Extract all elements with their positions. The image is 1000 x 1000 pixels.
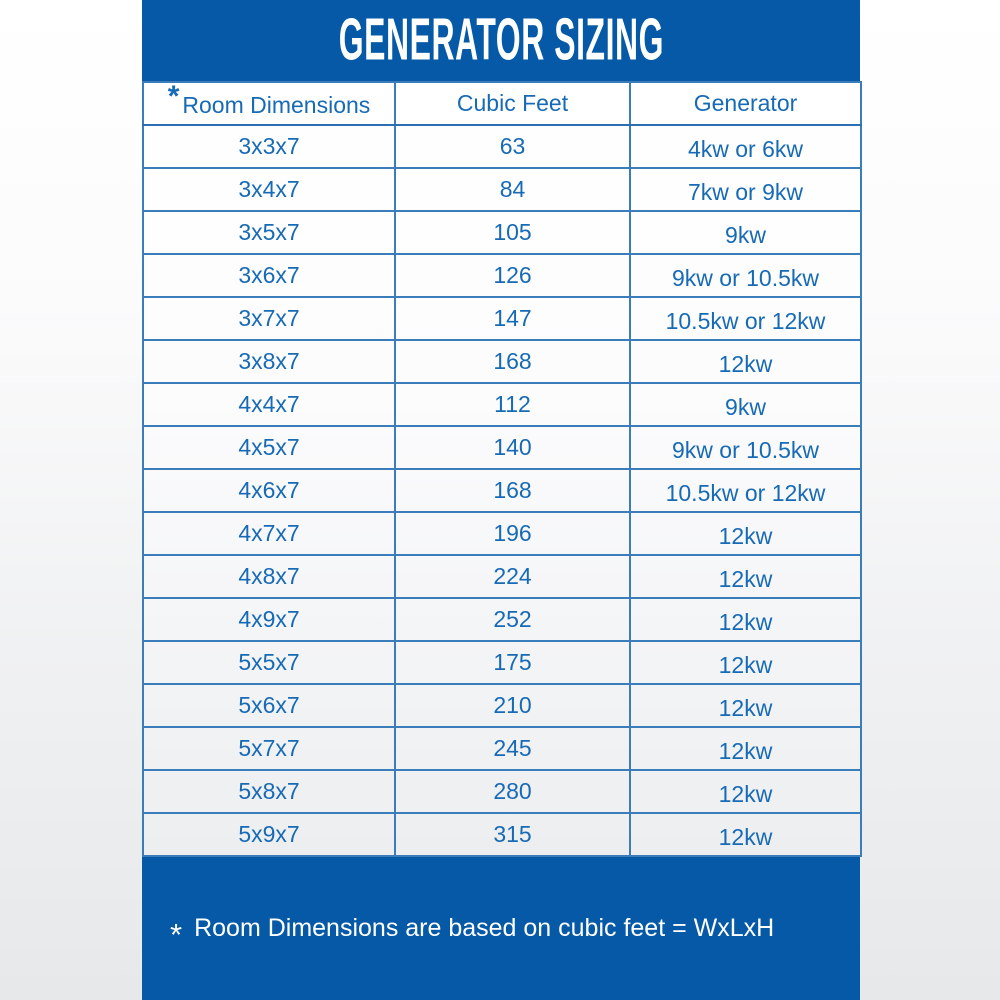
table-row [143,727,861,770]
generator-cell: 12kw [630,770,861,813]
generator-cell: 12kw [630,555,861,598]
generator-cell: 9kw [630,383,861,426]
table-row [143,254,861,297]
room-dimensions-cell: 4x6x7 [143,469,395,512]
generator-cell: 12kw [630,813,861,856]
table-row [143,168,861,211]
col-header-generator: Generator [630,82,861,125]
sizing-table-grid [142,81,862,857]
table-header-row [143,82,861,125]
generator-cell: 10.5kw or 12kw [630,297,861,340]
cubic-feet-cell: 196 [395,512,630,555]
room-dimensions-cell: 4x8x7 [143,555,395,598]
table-row [143,469,861,512]
table-row [143,297,861,340]
room-dimensions-cell: 3x7x7 [143,297,395,340]
room-dimensions-cell: 4x5x7 [143,426,395,469]
room-dimensions-cell: 5x5x7 [143,641,395,684]
generator-cell: 9kw or 10.5kw [630,254,861,297]
footnote-asterisk: * [170,916,183,952]
cubic-feet-cell: 126 [395,254,630,297]
room-dimensions-cell: 3x3x7 [143,125,395,168]
generator-cell: 12kw [630,727,861,770]
table-row [143,383,861,426]
room-dimensions-cell: 4x9x7 [143,598,395,641]
generator-cell: 10.5kw or 12kw [630,469,861,512]
generator-cell: 12kw [630,598,861,641]
generator-cell: 12kw [630,340,861,383]
cubic-feet-cell: 175 [395,641,630,684]
generator-cell: 7kw or 9kw [630,168,861,211]
generator-sizing-panel [142,0,860,1000]
cubic-feet-cell: 168 [395,469,630,512]
cubic-feet-cell: 63 [395,125,630,168]
table-row [143,770,861,813]
room-dimensions-cell: 3x8x7 [143,340,395,383]
table-row [143,512,861,555]
cubic-feet-cell: 315 [395,813,630,856]
generator-cell: 12kw [630,684,861,727]
sizing-table [142,81,860,857]
generator-cell: 9kw or 10.5kw [630,426,861,469]
table-row [143,125,861,168]
col-header-room-dimensions-label: Room Dimensions [182,91,371,118]
asterisk-marker: * [167,79,180,113]
col-header-cubic-feet: Cubic Feet [395,82,630,125]
table-body [143,125,861,856]
generator-cell: 4kw or 6kw [630,125,861,168]
cubic-feet-cell: 112 [395,383,630,426]
cubic-feet-cell: 147 [395,297,630,340]
cubic-feet-cell: 252 [395,598,630,641]
cubic-feet-cell: 140 [395,426,630,469]
room-dimensions-cell: 3x4x7 [143,168,395,211]
room-dimensions-cell: 5x9x7 [143,813,395,856]
table-row [143,641,861,684]
room-dimensions-cell: 4x7x7 [143,512,395,555]
table-row [143,426,861,469]
cubic-feet-cell: 245 [395,727,630,770]
generator-cell: 9kw [630,211,861,254]
table-row [143,211,861,254]
page-title: GENERATOR SIZING [338,6,664,74]
generator-cell: 12kw [630,641,861,684]
generator-cell: 12kw [630,512,861,555]
footnote-band [142,857,860,1000]
cubic-feet-cell: 84 [395,168,630,211]
footnote-text: Room Dimensions are based on cubic feet = WxLxH [194,914,775,942]
col-header-room-dimensions [143,79,395,125]
room-dimensions-cell: 5x8x7 [143,770,395,813]
table-row [143,598,861,641]
room-dimensions-cell: 5x6x7 [143,684,395,727]
table-row [143,555,861,598]
cubic-feet-cell: 224 [395,555,630,598]
room-dimensions-cell: 4x4x7 [143,383,395,426]
table-row [143,813,861,856]
table-row [143,340,861,383]
cubic-feet-cell: 168 [395,340,630,383]
cubic-feet-cell: 105 [395,211,630,254]
room-dimensions-cell: 3x5x7 [143,211,395,254]
table-row [143,684,861,727]
room-dimensions-cell: 3x6x7 [143,254,395,297]
title-band [142,0,860,81]
cubic-feet-cell: 210 [395,684,630,727]
cubic-feet-cell: 280 [395,770,630,813]
room-dimensions-cell: 5x7x7 [143,727,395,770]
